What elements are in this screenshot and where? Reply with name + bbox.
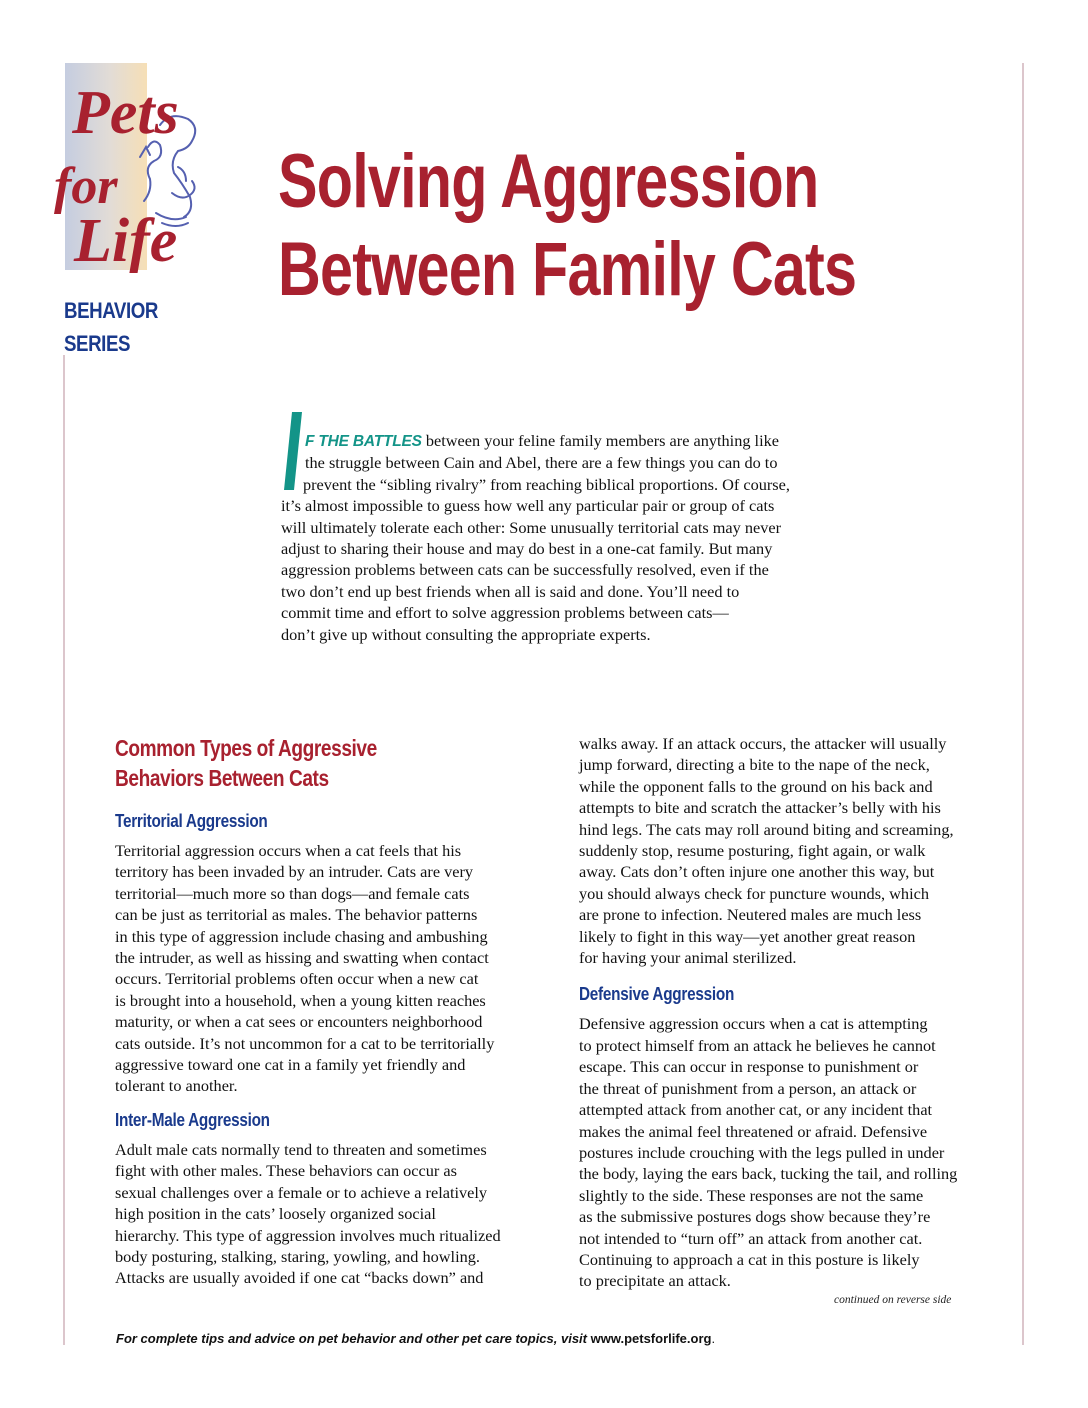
footer bbox=[116, 1331, 715, 1346]
behavior-series-label bbox=[64, 294, 158, 360]
series-line-2: SERIES bbox=[64, 331, 131, 356]
intro-line: the struggle between Cain and Abel, there are a few things you can do to bbox=[305, 453, 778, 473]
territorial-heading: Territorial Aggression bbox=[115, 811, 268, 831]
title-line-1: Solving Aggression bbox=[278, 139, 819, 224]
defensive-paragraph: Defensive aggression occurs when a cat is attempting to protect himself from an attack he believes he cannot escape. This can occur in response to punishment or the threat of punishment from a person, an attack or attempted attack from another cat, or any incident that makes the animal feel threatened or afraid. Defensive postures include crouching with the legs pulled in under the body, laying the ears back, tucking the tail, and rolling slightly to the side. These responses are not the same as the submissive postures dogs show because they’re not intended to “turn off” an attack from another cat. Continuing to approach a cat in this posture is likely to precipitate an attack. bbox=[579, 1014, 958, 1291]
footer-period: . bbox=[711, 1331, 716, 1346]
intro-line: don’t give up without consulting the appropriate experts. bbox=[281, 624, 651, 644]
page-title bbox=[278, 138, 856, 314]
inter-male-paragraph: Adult male cats normally tend to threaten and sometimes fight with other males. These behaviors can occur as sexual challenges over a female or to achieve a relatively high position in the cats’ loosely organized social hierarchy. This type of aggression involves much ritualized body posturing, stalking, staring, yowling, and howling. Attacks are usually avoided if one cat “backs down” and bbox=[115, 1139, 501, 1288]
logo-for-text: for bbox=[54, 158, 118, 215]
intro-lead-in: F THE BATTLES bbox=[305, 433, 422, 450]
intro-line: aggression problems between cats can be successfully resolved, even if the bbox=[281, 560, 769, 580]
website-link[interactable]: www.petsforlife.org bbox=[590, 1331, 712, 1346]
intro-line: commit time and effort to solve aggression problems between cats— bbox=[281, 603, 729, 623]
territorial-paragraph: Territorial aggression occurs when a cat feels that his territory has been invaded by an intruder. Cats are very territorial—much more so than dogs—and female cats can be just as territorial as males. The behavior patterns in this type of aggression include chasing and ambushing the intruder, as well as hissing and swatting when contact occurs. Territorial problems often occur when a new cat is brought into a household, when a young kitten reaches maturity, or when a cat sees or encounters neighborhood cats outside. It’s not uncommon for a cat to be territorially aggressive toward one cat in a family yet friendly and tolerant to another. bbox=[115, 841, 495, 1096]
right-column bbox=[579, 733, 1019, 1292]
series-line-1: BEHAVIOR bbox=[64, 298, 158, 323]
intro-line: will ultimately tolerate each other: Some unusually territorial cats may never bbox=[281, 517, 782, 537]
inter-male-heading: Inter-Male Aggression bbox=[115, 1109, 270, 1130]
intro-line: F THE BATTLES between your feline family members are anything like bbox=[305, 431, 779, 450]
continued-note: continued on reverse side bbox=[834, 1294, 952, 1306]
intro-paragraph bbox=[281, 430, 861, 645]
defensive-heading: Defensive Aggression bbox=[579, 984, 735, 1005]
left-margin-rule bbox=[63, 355, 65, 1345]
left-column bbox=[115, 733, 565, 1289]
section-heading: Common Types of Aggressive Behaviors Between Cats bbox=[115, 735, 377, 791]
logo-artwork-icon bbox=[52, 63, 212, 273]
inter-male-paragraph-continued: walks away. If an attack occurs, the attacker will usually jump forward, directing a bite to the nape of the neck, while the opponent falls to the ground on his back and attempts to bite and scratch the attacker’s belly with his hind legs. The cats may roll around biting and screaming, suddenly stop, resume posturing, fight again, or walk away. Cats don’t often injure one another this way, but you should always check for puncture wounds, which are prone to infection. Neutered males are much less likely to fight in this way—yet another great reason for having your animal sterilized. bbox=[579, 734, 954, 968]
intro-line: two don’t end up best friends when all is said and done. You’ll need to bbox=[281, 581, 740, 601]
logo-life-text: Life bbox=[74, 207, 178, 273]
pets-for-life-logo bbox=[52, 63, 212, 273]
title-line-2: Between Family Cats bbox=[278, 227, 857, 312]
footer-text: For complete tips and advice on pet behavior and other pet care topics, visit bbox=[116, 1331, 591, 1346]
intro-line: it’s almost impossible to guess how well any particular pair or group of cats bbox=[281, 496, 775, 516]
intro-line: prevent the “sibling rivalry” from reaching biblical proportions. Of course, bbox=[303, 474, 790, 494]
logo-pets-text: Pets bbox=[72, 79, 179, 147]
right-margin-rule bbox=[1022, 63, 1024, 1345]
intro-line: adjust to sharing their house and may do best in a one-cat family. But many bbox=[281, 539, 773, 559]
